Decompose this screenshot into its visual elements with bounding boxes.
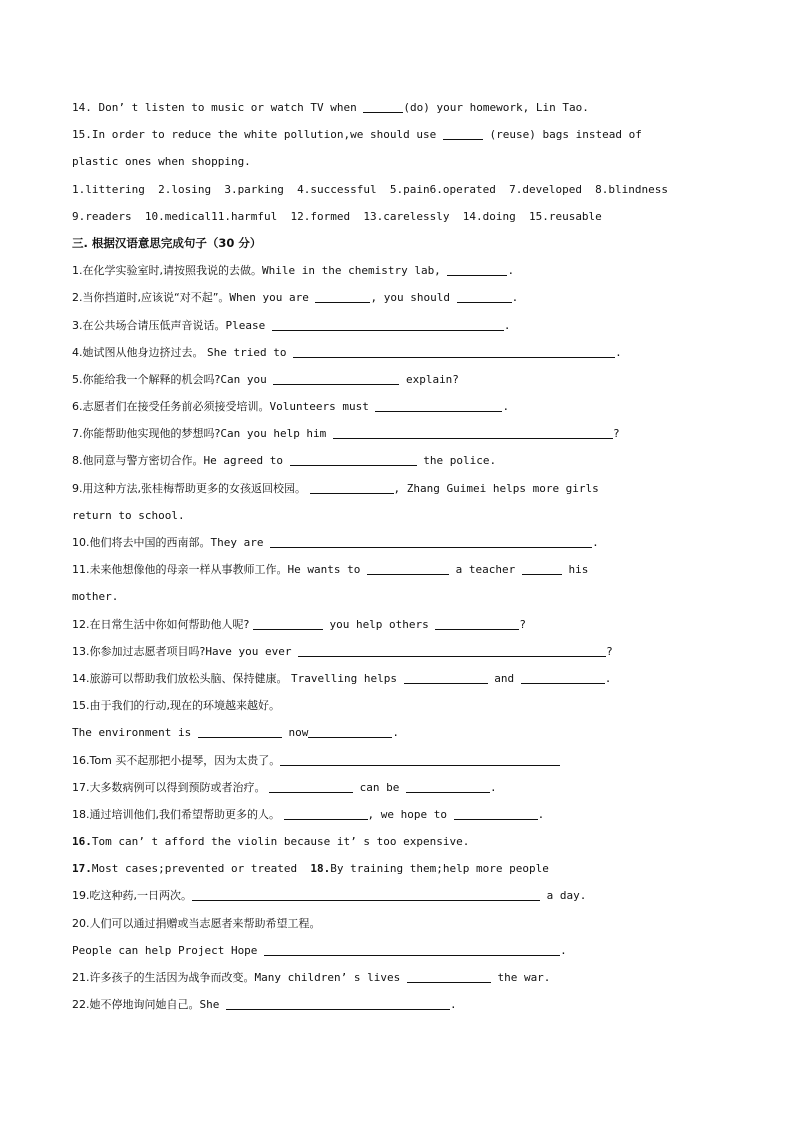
- answer-blank[interactable]: [272, 318, 504, 331]
- chinese-prompt: 21.许多孩子的生活因为战争而改变。: [72, 971, 255, 984]
- line-text: .: [560, 943, 567, 957]
- chinese-prompt: 17.大多数病例可以得到预防或者治疗。: [72, 780, 269, 794]
- worksheet-line-q18: [72, 801, 722, 828]
- line-text: .: [489, 780, 497, 794]
- line-text: She tried to: [207, 345, 294, 359]
- answer-blank[interactable]: [454, 807, 538, 820]
- worksheet-line-l15a: [72, 121, 722, 148]
- chinese-prompt: 1.在化学实验室时,请按照我说的去做。: [72, 264, 262, 278]
- line-text: Most cases;prevented or treated: [91, 862, 311, 876]
- line-text: .: [392, 726, 399, 740]
- answer-blank[interactable]: [270, 535, 592, 548]
- answer-blank[interactable]: [284, 807, 368, 820]
- line-text: 1.littering 2.losing 3.parking 4.successful 5.pain6.operated 7.developed 8.blindness: [72, 182, 669, 196]
- line-text: his: [561, 563, 589, 577]
- line-text: the police.: [416, 454, 497, 468]
- answer-blank[interactable]: [198, 725, 282, 738]
- line-text: Please: [225, 318, 272, 332]
- worksheet-line-q20b: [72, 937, 722, 964]
- answer-blank[interactable]: [308, 725, 392, 738]
- line-text: Tom can’ t afford the violin because it’ s too expensive.: [91, 835, 470, 849]
- line-text: ?: [606, 644, 613, 658]
- line-text: .: [615, 345, 622, 359]
- answer-blank[interactable]: [269, 780, 353, 793]
- line-text: People can help Project Hope: [72, 943, 265, 957]
- chinese-prompt: 2.当你挡道时,应该说“对不起”。: [72, 291, 230, 305]
- answer-blank[interactable]: [404, 671, 488, 684]
- worksheet-line-q2: [72, 284, 722, 311]
- chinese-prompt: 16.Tom 买不起那把小提琴，因为太贵了。: [72, 753, 281, 767]
- line-text: Travelling helps: [291, 671, 404, 685]
- worksheet-line-q9b: [72, 502, 722, 529]
- answer-number: 16.: [72, 835, 92, 849]
- worksheet-line-q11a: [72, 556, 722, 583]
- worksheet-line-q6: [72, 393, 722, 420]
- chinese-prompt: 22.她不停地询问她自己。: [72, 998, 200, 1012]
- chinese-prompt: 19.吃这种药,一日两次。: [72, 889, 192, 903]
- worksheet-line-q17: [72, 774, 722, 801]
- line-text: 三. 根据汉语意思完成句子（30 分）: [72, 235, 262, 250]
- line-text: you help others: [322, 617, 436, 631]
- answer-blank[interactable]: [367, 562, 449, 575]
- answer-blank[interactable]: [280, 753, 560, 766]
- line-text: ?: [612, 427, 620, 441]
- line-text: .: [502, 400, 510, 414]
- answer-blank[interactable]: [290, 453, 417, 466]
- answer-blank[interactable]: [253, 617, 323, 630]
- worksheet-line-q21: [72, 964, 722, 991]
- line-text: Volunteers must: [269, 400, 376, 414]
- line-text: and: [487, 671, 521, 685]
- chinese-prompt: 6.志愿者们在接受任务前必须接受培训。: [72, 400, 270, 414]
- line-text: mother.: [72, 590, 119, 604]
- answer-blank[interactable]: [375, 399, 502, 412]
- line-text: He agreed to: [203, 454, 290, 468]
- answer-blank[interactable]: [407, 970, 491, 983]
- line-text: (reuse) bags instead of: [482, 128, 642, 142]
- line-text: .: [450, 998, 457, 1012]
- chinese-prompt: 9.用这种方法,张桂梅帮助更多的女孩返回校园。: [72, 481, 310, 495]
- answer-blank[interactable]: [333, 426, 613, 439]
- worksheet-line-ans2: [72, 203, 722, 230]
- line-text: can be: [353, 780, 406, 794]
- worksheet-line-q5: [72, 366, 722, 393]
- chinese-prompt: 10.他们将去中国的西南部。: [72, 536, 211, 549]
- chinese-prompt: 11.未来他想像他的母亲一样从事教师工作。: [72, 563, 288, 577]
- answer-blank[interactable]: [264, 943, 560, 956]
- worksheet-line-q9a: [72, 475, 722, 502]
- worksheet-line-a17: [72, 855, 722, 882]
- answer-blank[interactable]: [315, 290, 370, 303]
- answer-blank[interactable]: [273, 372, 399, 385]
- answer-blank[interactable]: [192, 888, 540, 901]
- line-text: ?: [519, 617, 527, 631]
- worksheet-line-a16: [72, 828, 722, 855]
- line-text: , Zhang Guimei helps more girls: [393, 481, 599, 495]
- answer-blank[interactable]: [435, 617, 519, 630]
- worksheet-line-l14: [72, 94, 722, 121]
- worksheet-line-q22: [72, 991, 722, 1018]
- worksheet-line-q7: [72, 420, 722, 447]
- line-text: .: [592, 536, 599, 549]
- chinese-prompt: 12.在日常生活中你如何帮助他人呢?: [72, 617, 253, 631]
- chinese-prompt: 7.你能帮助他实现他的梦想吗?: [72, 427, 221, 441]
- line-text: explain?: [399, 372, 459, 386]
- answer-blank[interactable]: [298, 644, 606, 657]
- worksheet-line-q1: [72, 257, 722, 284]
- line-text: the war.: [490, 971, 551, 984]
- answer-blank[interactable]: [447, 263, 507, 276]
- section-heading: [72, 230, 722, 257]
- worksheet-line-l15b: [72, 148, 722, 175]
- worksheet-line-q16: [72, 747, 722, 774]
- worksheet-line-ans1: [72, 176, 722, 203]
- line-text: , you should: [370, 291, 457, 305]
- line-text: By training them;help more people: [330, 862, 549, 876]
- line-text: 9.readers 10.medical11.harmful 12.formed 13.carelessly 14.doing 15.reusable: [72, 209, 602, 223]
- worksheet-line-q14: [72, 665, 722, 692]
- worksheet-line-q19: [72, 882, 722, 909]
- answer-blank[interactable]: [293, 345, 615, 358]
- chinese-prompt: 14.旅游可以帮助我们放松头脑、保持健康。: [72, 671, 291, 685]
- worksheet-page: [72, 94, 722, 1018]
- line-text: .: [503, 318, 511, 332]
- answer-blank[interactable]: [522, 562, 562, 575]
- chinese-prompt: 20.人们可以通过捐赠或当志愿者来帮助希望工程。: [72, 916, 321, 930]
- worksheet-line-q8: [72, 447, 722, 474]
- line-text: .: [511, 291, 519, 305]
- answer-blank[interactable]: [457, 290, 512, 303]
- worksheet-line-q4: [72, 339, 722, 366]
- line-text: While in the chemistry lab,: [262, 264, 448, 278]
- chinese-prompt: 13.你参加过志愿者项目吗?: [72, 644, 206, 658]
- line-text: (do) your homework, Lin Tao.: [403, 101, 589, 114]
- worksheet-line-q15a: [72, 692, 722, 719]
- chinese-prompt: 5.你能给我一个解释的机会吗?: [72, 372, 221, 386]
- line-text: .: [507, 264, 515, 278]
- line-text: Many children’ s lives: [254, 971, 407, 984]
- answer-number: 17.: [72, 862, 92, 876]
- answer-blank[interactable]: [310, 481, 394, 494]
- answer-number: 18.: [310, 862, 331, 876]
- line-text: return to school.: [72, 508, 185, 522]
- answer-blank[interactable]: [443, 127, 483, 140]
- line-text: .: [604, 671, 612, 685]
- chinese-prompt: 15.由于我们的行动,现在的环境越来越好。: [72, 699, 280, 713]
- line-text: .: [537, 807, 545, 821]
- line-text: Have you ever: [205, 644, 299, 658]
- line-text: 15.In order to reduce the white pollution,we should use: [72, 128, 443, 142]
- worksheet-line-q10: [72, 529, 722, 556]
- line-text: a teacher: [448, 563, 522, 577]
- line-text: 14. Don’ t listen to music or watch TV when: [72, 101, 364, 114]
- answer-blank[interactable]: [226, 997, 450, 1010]
- line-text: He wants to: [287, 563, 367, 577]
- worksheet-line-q11b: [72, 583, 722, 610]
- line-text: now: [281, 726, 309, 740]
- worksheet-line-q3: [72, 312, 722, 339]
- line-text: , we hope to: [367, 807, 454, 821]
- line-text: plastic ones when shopping.: [72, 155, 251, 169]
- line-text: The environment is: [72, 726, 198, 740]
- line-text: a day.: [540, 889, 587, 903]
- line-text: They are: [210, 536, 271, 549]
- chinese-prompt: 4.她试图从他身边挤过去。: [72, 345, 207, 359]
- worksheet-line-q15b: [72, 719, 722, 746]
- answer-blank[interactable]: [406, 780, 490, 793]
- chinese-prompt: 8.他同意与警方密切合作。: [72, 454, 204, 468]
- worksheet-line-q20a: [72, 910, 722, 937]
- line-text: Can you help him: [220, 427, 333, 441]
- line-text: When you are: [229, 291, 316, 305]
- worksheet-line-q12: [72, 611, 722, 638]
- answer-blank[interactable]: [521, 671, 605, 684]
- chinese-prompt: 3.在公共场合请压低声音说话。: [72, 318, 226, 332]
- line-text: Can you: [220, 372, 274, 386]
- chinese-prompt: 18.通过培训他们,我们希望帮助更多的人。: [72, 807, 284, 821]
- answer-blank[interactable]: [363, 100, 403, 113]
- worksheet-line-q13: [72, 638, 722, 665]
- line-text: She: [199, 998, 226, 1012]
